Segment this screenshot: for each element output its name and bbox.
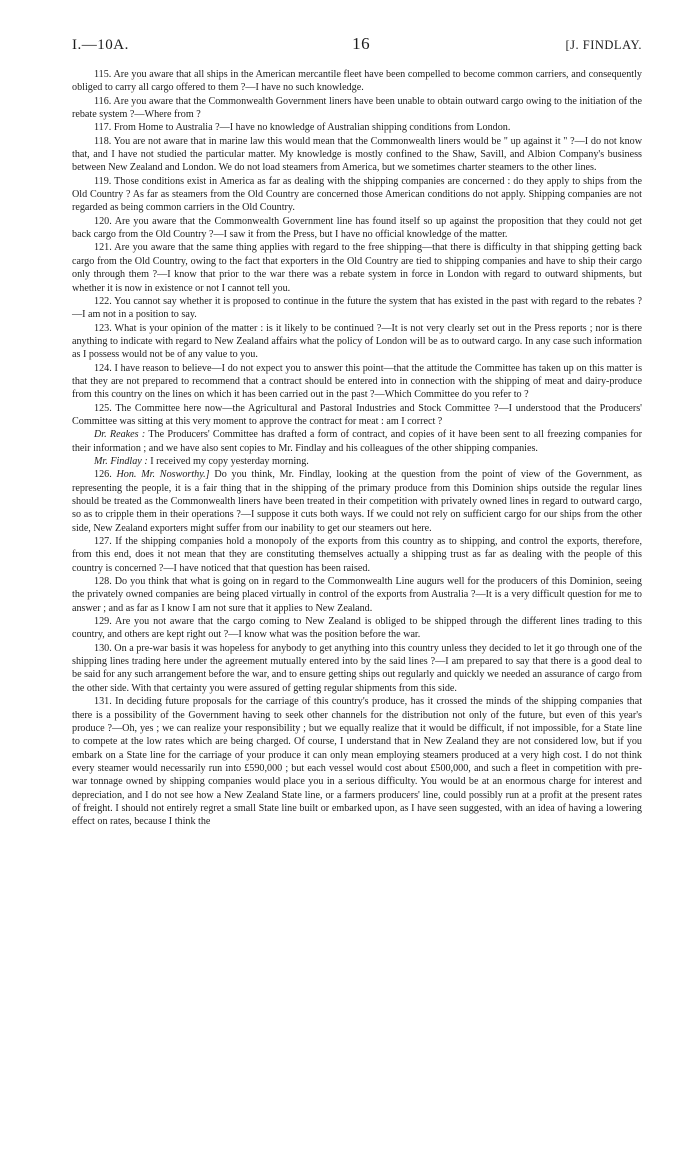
question-paragraph xyxy=(72,68,642,95)
question-number: 125. xyxy=(94,402,112,414)
paragraph-text: On a pre-war basis it was hopeless for anybody to get anything into this country unless they decided to let it go through one of the shipping lines trading here under the agreement mutually entered into by the said lines ?—I am prepared to say that there is a good deal to be said for any such arrangement before the war, and to ensure getting ships out regularly and quickly we needed an assurance of cargo from the other side. With that certainty you were assured of getting regular shipments from this side. xyxy=(72,642,642,694)
question-number: 128. xyxy=(94,576,112,588)
question-paragraph xyxy=(72,215,642,242)
paragraph-text: The Committee here now—the Agricultural and Pastoral Industries and Stock Committee ?—I understood that the Producers' Committee was sitting at this very moment to approve the contract for meat : am I correct ? xyxy=(72,402,642,427)
question-number: 130. xyxy=(94,642,112,654)
question-number: 115. xyxy=(94,69,112,80)
question-number: 129. xyxy=(94,616,112,628)
question-paragraph xyxy=(72,428,642,455)
document-body xyxy=(72,68,642,829)
paragraph-text: What is your opinion of the matter : is it likely to be continued ?—It is not very clearly set out in the Press reports ; nor is there anything to indicate with regard to New Zealand affairs what the policy of London will be as to outward cargo. In any case such information as I possess would not be of any value to you. xyxy=(72,322,642,361)
paragraph-text: Are you aware that the Commonwealth Government line has found itself so up against the proposition that they could not get back cargo from the Old Country ?—I saw it from the Press, but I have no official knowledge of the matter. xyxy=(72,215,642,241)
question-number: 123. xyxy=(94,322,112,334)
paragraph-text: You cannot say whether it is proposed to continue in the future the system that has existed in the past with regard to the rebates ?—I am not in a position to say. xyxy=(72,295,643,321)
question-number: 127. xyxy=(94,536,112,548)
question-paragraph xyxy=(72,615,642,642)
paragraph-text: Are you aware that all ships in the American mercantile fleet have been compelled to become common carriers, and consequently obliged to carry all cargo offered to them ?—I have no such knowledge. xyxy=(72,69,642,94)
question-paragraph xyxy=(72,322,642,362)
paragraph-text: I have reason to believe—I do not expect you to answer this point—that the attitude the Committee has taken up on this matter is that they are not prepared to recommend that a contract should be entered into in connection with the shipping of meat and dairy-produce from this country on the lines on which it has been carried out in the past ?—Which Committee do you refer to ? xyxy=(72,362,643,401)
paragraph-text: The Producers' Committee has drafted a form of contract, and copies of it have been sent to all freezing companies for their information ; and we have also sent copies to Mr. Findlay and his colleagues of the other shipping companies. xyxy=(72,429,643,454)
question-number: 131. xyxy=(94,696,112,708)
question-paragraph xyxy=(72,575,642,615)
speaker-name: Dr. Reakes : xyxy=(94,429,146,441)
question-paragraph xyxy=(72,468,642,535)
question-number: 124. xyxy=(94,362,112,374)
question-number: 121. xyxy=(94,242,112,254)
page-header xyxy=(72,34,642,64)
question-paragraph xyxy=(72,455,642,468)
paragraph-text: If the shipping companies hold a monopoly of the exports from this country as to shipping, and control the exports, therefore, from this end, does it not mean that they are constituting themselves actually a shipping trust as far as dealing with the people of this country is concerned ?—I have noticed that that question has been raised. xyxy=(72,536,642,574)
document-reference: I.—10A. xyxy=(72,37,129,53)
paragraph-text: Those conditions exist in America as far as dealing with the shipping companies are concerned : do they apply to ships from the Old Country ? As far as steamers from the Old Country are concerned those American conditions do not apply. Shipping companies are not regarded as being common carriers in the Old Country. xyxy=(72,175,642,214)
witness-name: [J. FINDLAY. xyxy=(565,38,642,52)
paragraph-text: Are you aware that the Commonwealth Government liners have been unable to obtain outward cargo owing to the initiation of the rebate system ?—Where from ? xyxy=(72,95,642,121)
page-number: 16 xyxy=(352,34,371,53)
question-paragraph xyxy=(72,241,642,294)
question-paragraph xyxy=(72,135,642,175)
paragraph-text: I received my copy yesterday morning. xyxy=(150,455,309,467)
question-paragraph xyxy=(72,95,642,122)
question-number: 120. xyxy=(94,215,112,227)
question-number: 122. xyxy=(94,295,112,307)
question-paragraph xyxy=(72,362,642,402)
paragraph-text: Are you aware that the same thing applies with regard to the free shipping—that there is difficulty in that shipping getting back cargo from the Old Country, owing to the fact that exporters in the Old Country are tied to shipping companies and have to ship their cargo only through them ?—I know that prior to the war there was a rebate system in force in London with regard to outward shipments, but whether it is now in existence or not I cannot tell you. xyxy=(72,242,642,294)
question-paragraph xyxy=(72,175,642,215)
question-paragraph xyxy=(72,402,642,429)
question-number: 126. xyxy=(94,469,112,481)
paragraph-text: Do you think that what is going on in regard to the Commonwealth Line augurs well for the producers of this Dominion, seeing the privately owned companies are being placed virtually in control of the exports from Australia ?—It is a very difficult question for me to answer ; and as far as I know I am not sure that it applies to New Zealand. xyxy=(72,576,642,614)
question-paragraph xyxy=(72,295,642,322)
speaker-name: Hon. Mr. Nosworthy.] xyxy=(116,469,210,481)
paragraph-text: You are not aware that in marine law this would mean that the Commonwealth liners would be " up against it " ?—I do not know that, and I have not studied the particular matter. My knowledge is mostly confined to the Shaw, Savill, and Albion Company's business between New Zealand and London. We do not load steamers from America, but we sometimes charter steamers to the other lines. xyxy=(72,135,643,174)
question-paragraph xyxy=(72,642,642,695)
question-number: 118. xyxy=(94,135,112,147)
question-number: 116. xyxy=(94,95,112,107)
question-paragraph xyxy=(72,535,642,575)
paragraph-text: Do you think, Mr. Findlay, looking at the question from the point of view of the Government, as representing the people, it is a fair thing that in the shipping of the primary produce from this Dominion ships outside the regular lines should be treated as the Commonwealth liners have been treated in their competition with privately owned lines in regard to outward cargo, so as to cripple them in their operations ?—I suppose it cuts both ways. If we could not rely on sufficient cargo for our ships from the other side, New Zealand exporters might suffer from our inability to get our steamers out here. xyxy=(72,469,642,534)
question-paragraph xyxy=(72,695,642,828)
speaker-name: Mr. Findlay : xyxy=(94,455,148,467)
paragraph-text: In deciding future proposals for the carriage of this country's produce, has it crossed the minds of the shipping companies that there is a possibility of the Government having to seek other channels for the distribution not only of the future, but even of this year's produce ?—Oh, yes ; we can realize your responsibility ; but we equally realize that it would be difficult, if not impossible, for a State line to compete at the low rates which are being charged. Of course, I understand that in New Zealand they are not considered low, but if you embark on a State line for the carriage of your produce it can only mean employing steamers produced at a very high cost. I do not think every steamer would necessarily run into £590,000 ; but each vessel would cost about £500,000, and such a fleet in competition with pre-war tonnage owned by shipping companies would place you in a serious difficulty. You would be at an enormous charge for interest and depreciation, and I do not see how a New Zealand State line, or a farmers producers' line, could possibly run at a profit at the present rates of freight. I should not entirely regret a small State line built or embarked upon, as I have seen suggested, with an idea of having a lowering effect on rates, because I think the xyxy=(72,696,643,828)
paragraph-text: From Home to Australia ?—I have no knowledge of Australian shipping conditions from London. xyxy=(113,122,511,134)
paragraph-text: Are you not aware that the cargo coming to New Zealand is obliged to be shipped through the different lines trading to this country, and others are kept right out ?—I know what was the position before the war. xyxy=(72,616,642,641)
question-number: 117. xyxy=(94,122,112,134)
question-paragraph xyxy=(72,121,642,134)
question-number: 119. xyxy=(94,175,112,187)
